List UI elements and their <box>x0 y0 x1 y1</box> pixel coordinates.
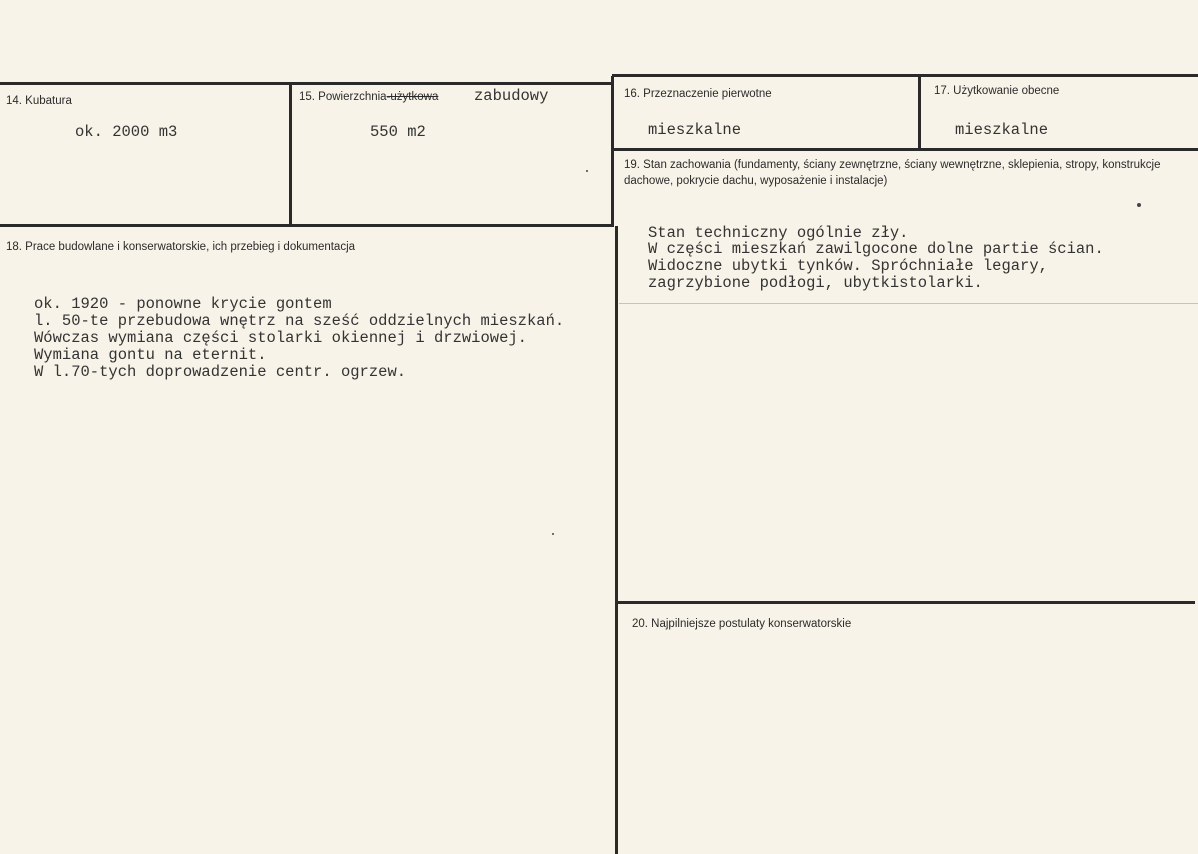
field-15-label <box>299 91 438 103</box>
field-18-label: 18. Prace budowlane i konserwatorskie, ich przebieg i dokumentacja <box>6 241 356 253</box>
field-18-line: W l.70-tych doprowadzenie centr. ogrzew. <box>34 363 407 381</box>
field-19-line: Widoczne ubytki tynków. Spróchniałe legary, <box>648 257 1048 275</box>
field-15-value: 550 m2 <box>370 123 426 141</box>
field-19-label: 19. Stan zachowania (fundamenty, ściany zewnętrzne, ściany wewnętrzne, sklepienia, stropy, konstrukcje dachowe, pokrycie dachu, wyposażenie i instalacje) <box>624 159 1161 187</box>
divider-left-right <box>611 76 614 226</box>
divider-16-17 <box>918 75 921 149</box>
field-20-label: 20. Najpilniejsze postulaty konserwatorskie <box>632 618 852 630</box>
main-column-divider <box>615 226 618 854</box>
paper-speck <box>586 170 588 172</box>
field-18-line: Wymiana gontu na eternit. <box>34 346 267 364</box>
paper-speck <box>552 533 554 535</box>
field-18-line: l. 50-te przebudowa wnętrz na sześć oddzielnych mieszkań. <box>34 312 565 330</box>
rule-under-16-17 <box>612 148 1198 151</box>
field-19-line: zagrzybione podłogi, ubytkistolarki. <box>648 274 983 292</box>
field-17-label: 17. Użytkowanie obecne <box>934 85 1060 97</box>
field-15-label-struck: -użytkowa <box>386 91 439 103</box>
rule-under-14-15 <box>0 224 614 227</box>
field-19-line: Stan techniczny ogólnie zły. <box>648 224 909 242</box>
field-15-label-typed: zabudowy <box>474 87 549 105</box>
field-15-label-prefix: 15. Powierzchnia <box>299 91 387 103</box>
rule-above-20 <box>617 601 1195 604</box>
faint-rule-19 <box>619 303 1198 304</box>
field-14-label: 14. Kubatura <box>6 95 72 107</box>
field-14-value: ok. 2000 m3 <box>75 123 178 141</box>
field-18-line: ok. 1920 - ponowne krycie gontem <box>34 295 332 313</box>
field-16-label: 16. Przeznaczenie pierwotne <box>624 88 772 100</box>
field-18-line: Wówczas wymiana części stolarki okiennej i drzwiowej. <box>34 329 527 347</box>
field-17-value: mieszkalne <box>955 121 1049 139</box>
divider-14-15 <box>289 83 292 225</box>
field-19-line: W części mieszkań zawilgocone dolne partie ścian. <box>648 240 1104 258</box>
top-rule <box>0 82 612 85</box>
paper-speck <box>1137 203 1141 207</box>
field-16-value: mieszkalne <box>648 121 742 139</box>
top-rule-right <box>612 74 1198 77</box>
